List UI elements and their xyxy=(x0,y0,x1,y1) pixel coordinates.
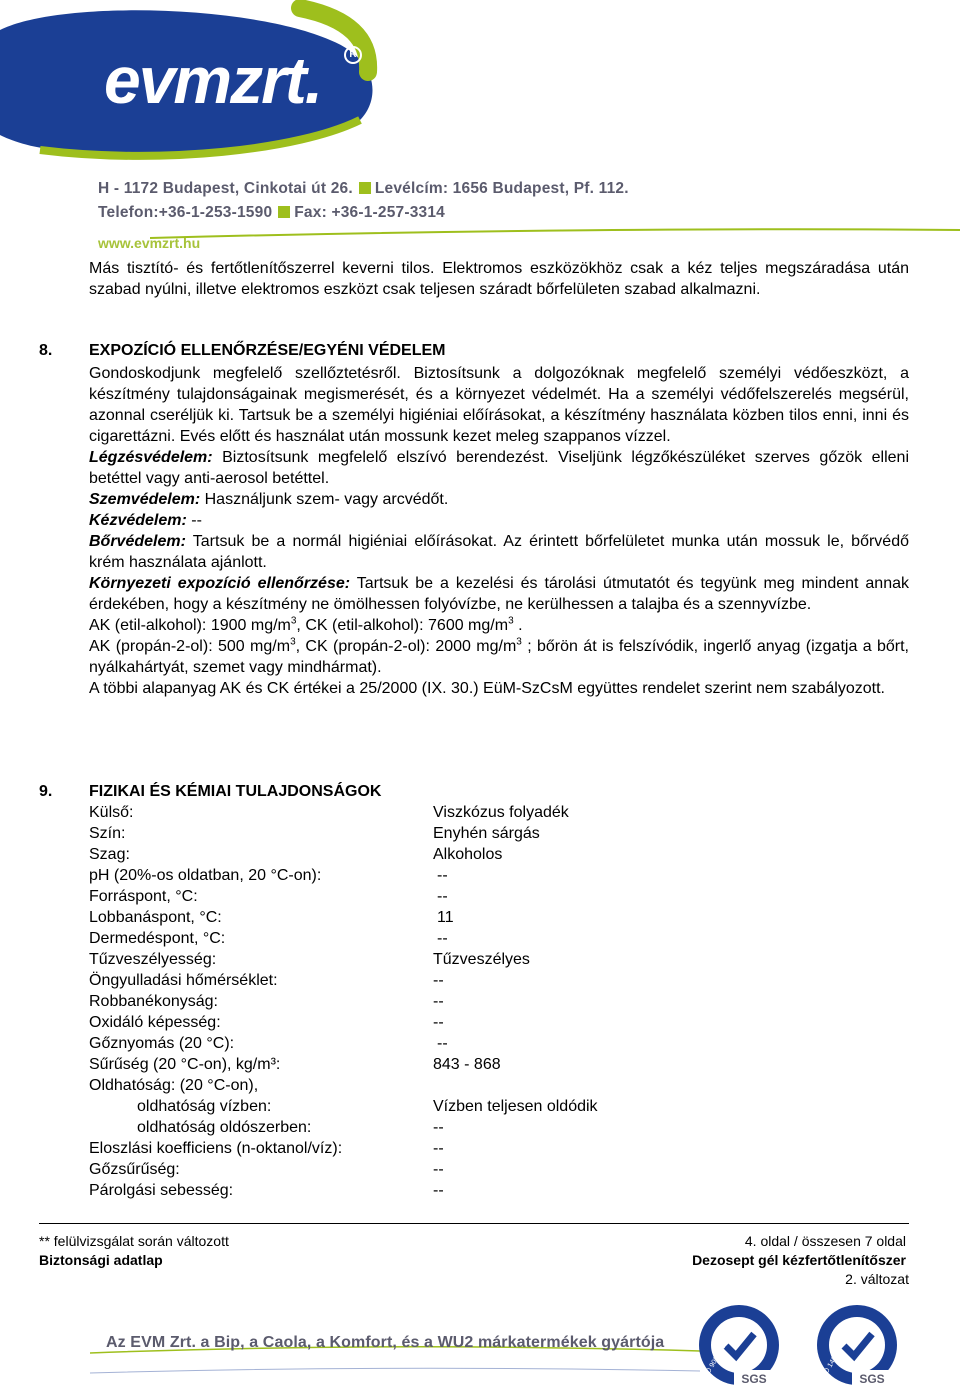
property-label: Öngyulladási hőmérséklet: xyxy=(89,972,278,989)
section-8-last-para: A többi alapanyag AK és CK értékei a 25/2000 (IX. 30.) EüM-SzCsM együttes rendelet szerint nem szabályozott. xyxy=(89,680,885,697)
property-value: -- xyxy=(433,1014,444,1031)
postal-address: H - 1172 Budapest, Cinkotai út 26. xyxy=(98,180,353,197)
address-line-1 xyxy=(98,180,629,198)
property-row xyxy=(89,949,689,970)
cert-brand-1: SGS xyxy=(741,1372,767,1386)
property-value: -- xyxy=(433,972,444,989)
property-value: Viszkózus folyadék xyxy=(433,804,569,821)
property-row xyxy=(89,823,689,844)
property-value: -- xyxy=(433,1119,444,1136)
cert-text-2: ISO 14001 xyxy=(819,1348,843,1381)
skin-label: Bőrvédelem: xyxy=(89,533,186,550)
ak2-sup-1: 3 xyxy=(290,636,296,648)
property-row xyxy=(89,1180,689,1201)
green-square-icon xyxy=(359,182,371,194)
property-row xyxy=(89,1012,689,1033)
property-value: -- xyxy=(437,888,448,905)
property-label: Gőzsűrűség: xyxy=(89,1161,180,1178)
respiratory-label: Légzésvédelem: xyxy=(89,449,213,466)
iso-9001-cert-icon xyxy=(694,1300,784,1390)
property-row xyxy=(89,844,689,865)
ak1-part-b: , CK (etil-alkohol): 7600 mg/m xyxy=(296,617,509,634)
section-8-body xyxy=(89,363,909,699)
header-swoosh xyxy=(150,228,960,240)
registered-mark-icon: R xyxy=(344,46,362,64)
property-value: -- xyxy=(433,1161,444,1178)
property-label: Forráspont, °C: xyxy=(89,888,198,905)
iso-14001-cert-icon xyxy=(812,1300,902,1390)
env-label: Környezeti expozíció ellenőrzése: xyxy=(89,575,351,592)
property-value: 11 xyxy=(437,909,454,926)
property-row xyxy=(89,802,689,823)
property-value: -- xyxy=(437,1035,448,1052)
mailing-address: Levélcím: 1656 Budapest, Pf. 112. xyxy=(374,180,629,197)
section-8-para1: Gondoskodjunk megfelelő szellőztetésről. Biztosítsunk a dolgozóknak megfelelő személyi védőeszközt, a készítmény tulajdonságainak megismerését, és a környezet védelmét. Ha a személyi védőfelszerelés megsérül, azonnal cseréljük ki. Tartsuk be a személyi higiéniai előírásokat, a készítmény használata közben tilos enni, inni és cigarettázni. Evés előtt és használat után mossunk kezet meleg szappanos vízzel. xyxy=(89,365,909,445)
property-value: -- xyxy=(433,993,444,1010)
property-value: -- xyxy=(437,930,448,947)
property-value: Enyhén sárgás xyxy=(433,825,540,842)
property-value: 843 - 868 xyxy=(433,1056,501,1073)
section-9-number: 9. xyxy=(39,783,53,800)
ak1-sup-1: 3 xyxy=(290,615,297,627)
ak2-part-c: ; bőrön át is felszívódik, ingerlő anyag (izgatja a bőrt, nyálkahártyát, szemet vagy mindhármat). xyxy=(89,638,909,676)
property-label: Oldhatóság: (20 °C-on), xyxy=(89,1077,259,1094)
property-row xyxy=(89,886,689,907)
section-8-title: EXPOZÍCIÓ ELLENŐRZÉSE/EGYÉNI VÉDELEM xyxy=(89,342,446,359)
section-9-title: FIZIKAI ÉS KÉMIAI TULAJDONSÁGOK xyxy=(89,783,382,800)
ak2-part-b: , CK (propán-2-ol): 2000 mg/m xyxy=(295,638,517,655)
eye-label: Szemvédelem: xyxy=(89,491,201,508)
property-label: oldhatóság vízben: xyxy=(137,1098,272,1115)
property-value: Vízben teljesen oldódik xyxy=(433,1098,598,1115)
property-label: oldhatóság oldószerben: xyxy=(137,1119,312,1136)
property-label: Robbanékonyság: xyxy=(89,993,218,1010)
skin-text: Tartsuk be a normál higiéniai előírásokat. Az érintett bőrfelületet munka után mossuk le, bőrvédő krém használata ajánlott. xyxy=(89,533,909,571)
address-line-2 xyxy=(98,204,445,222)
property-label: Külső: xyxy=(89,804,134,821)
green-square-icon xyxy=(278,206,290,218)
property-label: Eloszlási koefficiens (n-oktanol/víz): xyxy=(89,1140,343,1157)
footer-page-number: 4. oldal / összesen 7 oldal xyxy=(744,1233,906,1249)
property-row xyxy=(89,865,689,886)
ak-propanol xyxy=(89,636,909,678)
property-row xyxy=(89,1117,689,1138)
property-label: Szag: xyxy=(89,846,130,863)
property-label: Oxidáló képesség: xyxy=(89,1014,221,1031)
hand-text: -- xyxy=(186,512,202,529)
property-label: pH (20%-os oldatban, 20 °C-on): xyxy=(89,867,322,884)
property-label: Sűrűség (20 °C-on), kg/m³: xyxy=(89,1056,281,1073)
ak1-part-c: . xyxy=(513,617,523,634)
ak2-part-a: AK (propán-2-ol): 500 mg/m xyxy=(89,638,291,655)
property-row xyxy=(89,991,689,1012)
property-row xyxy=(89,1096,689,1117)
property-value: -- xyxy=(437,867,448,884)
property-row xyxy=(89,1033,689,1054)
footer-doc-type: Biztonsági adatlap xyxy=(39,1252,163,1268)
env-text: Tartsuk be a kezelési és tárolási útmutatót és tegyünk meg mindent annak érdekében, hogy a készítmény ne ömölhessen folyóvízbe, ne kerülhessen a talajba és a szennyvízbe. xyxy=(89,575,910,613)
logo-text: evmzrt. xyxy=(104,43,322,117)
footer-product-name: Dezosept gél kézfertőtlenítőszer xyxy=(692,1252,906,1268)
respiratory-protection xyxy=(89,447,909,489)
hand-protection xyxy=(89,510,909,531)
cert-brand-2: SGS xyxy=(859,1372,885,1386)
property-label: Lobbanáspont, °C: xyxy=(89,909,222,926)
property-label: Párolgási sebesség: xyxy=(89,1182,234,1199)
property-value: Alkoholos xyxy=(433,846,503,863)
phone: Telefon:+36-1-253-1590 xyxy=(98,204,273,221)
environmental-exposure xyxy=(89,573,909,615)
property-label: Szín: xyxy=(89,825,126,842)
intro-paragraph: Más tisztító- és fertőtlenítőszerrel keverni tilos. Elektromos eszközökhöz csak a kéz teljes megszáradása után szabad nyúlni, illetve elektromos eszközt csak teljesen száradt bőrfelületen szabad alkalmazni. xyxy=(89,260,909,298)
property-row xyxy=(89,1159,689,1180)
properties-table xyxy=(89,802,689,1201)
skin-protection xyxy=(89,531,909,573)
property-label: Gőznyomás (20 °C): xyxy=(89,1035,235,1052)
hand-label: Kézvédelem: xyxy=(89,512,187,529)
property-value: Tűzveszélyes xyxy=(433,951,530,968)
footer-rule xyxy=(39,1223,909,1224)
eye-text: Használjunk szem- vagy arcvédőt. xyxy=(200,491,449,508)
ak-ethanol xyxy=(89,615,909,636)
property-row xyxy=(89,1075,689,1096)
property-label: Dermedéspont, °C: xyxy=(89,930,226,947)
property-row xyxy=(89,928,689,949)
footer-slogan: Az EVM Zrt. a Bip, a Caola, a Komfort, és a WU2 márkatermékek gyártója xyxy=(106,1334,665,1351)
ak1-sup-2: 3 xyxy=(508,615,514,627)
letterhead xyxy=(0,0,960,255)
footer-note: ** felülvizsgálat során változott xyxy=(39,1233,229,1249)
property-row xyxy=(89,907,689,928)
fax: Fax: +36-1-257-3314 xyxy=(294,204,445,221)
website-link[interactable]: www.evmzrt.hu xyxy=(98,235,201,251)
property-row xyxy=(89,1054,689,1075)
ak1-part-a: AK (etil-alkohol): 1900 mg/m xyxy=(89,617,291,634)
property-value: -- xyxy=(433,1182,444,1199)
property-row xyxy=(89,970,689,991)
respiratory-text: Biztosítsunk megfelelő elszívó berendezést. Viseljünk légzőkészüléket szerves gőzök elleni betéttel vagy anti-aerosol betéttel. xyxy=(89,449,909,487)
ak2-sup-2: 3 xyxy=(516,636,522,648)
section-8-number: 8. xyxy=(39,342,53,359)
property-row xyxy=(89,1138,689,1159)
footer-version: 2. változat xyxy=(845,1271,909,1287)
property-value: -- xyxy=(433,1140,444,1157)
property-label: Tűzveszélyesség: xyxy=(89,951,217,968)
eye-protection xyxy=(89,489,909,510)
cert-text-1: ISO 9001:2000 xyxy=(701,1336,732,1381)
